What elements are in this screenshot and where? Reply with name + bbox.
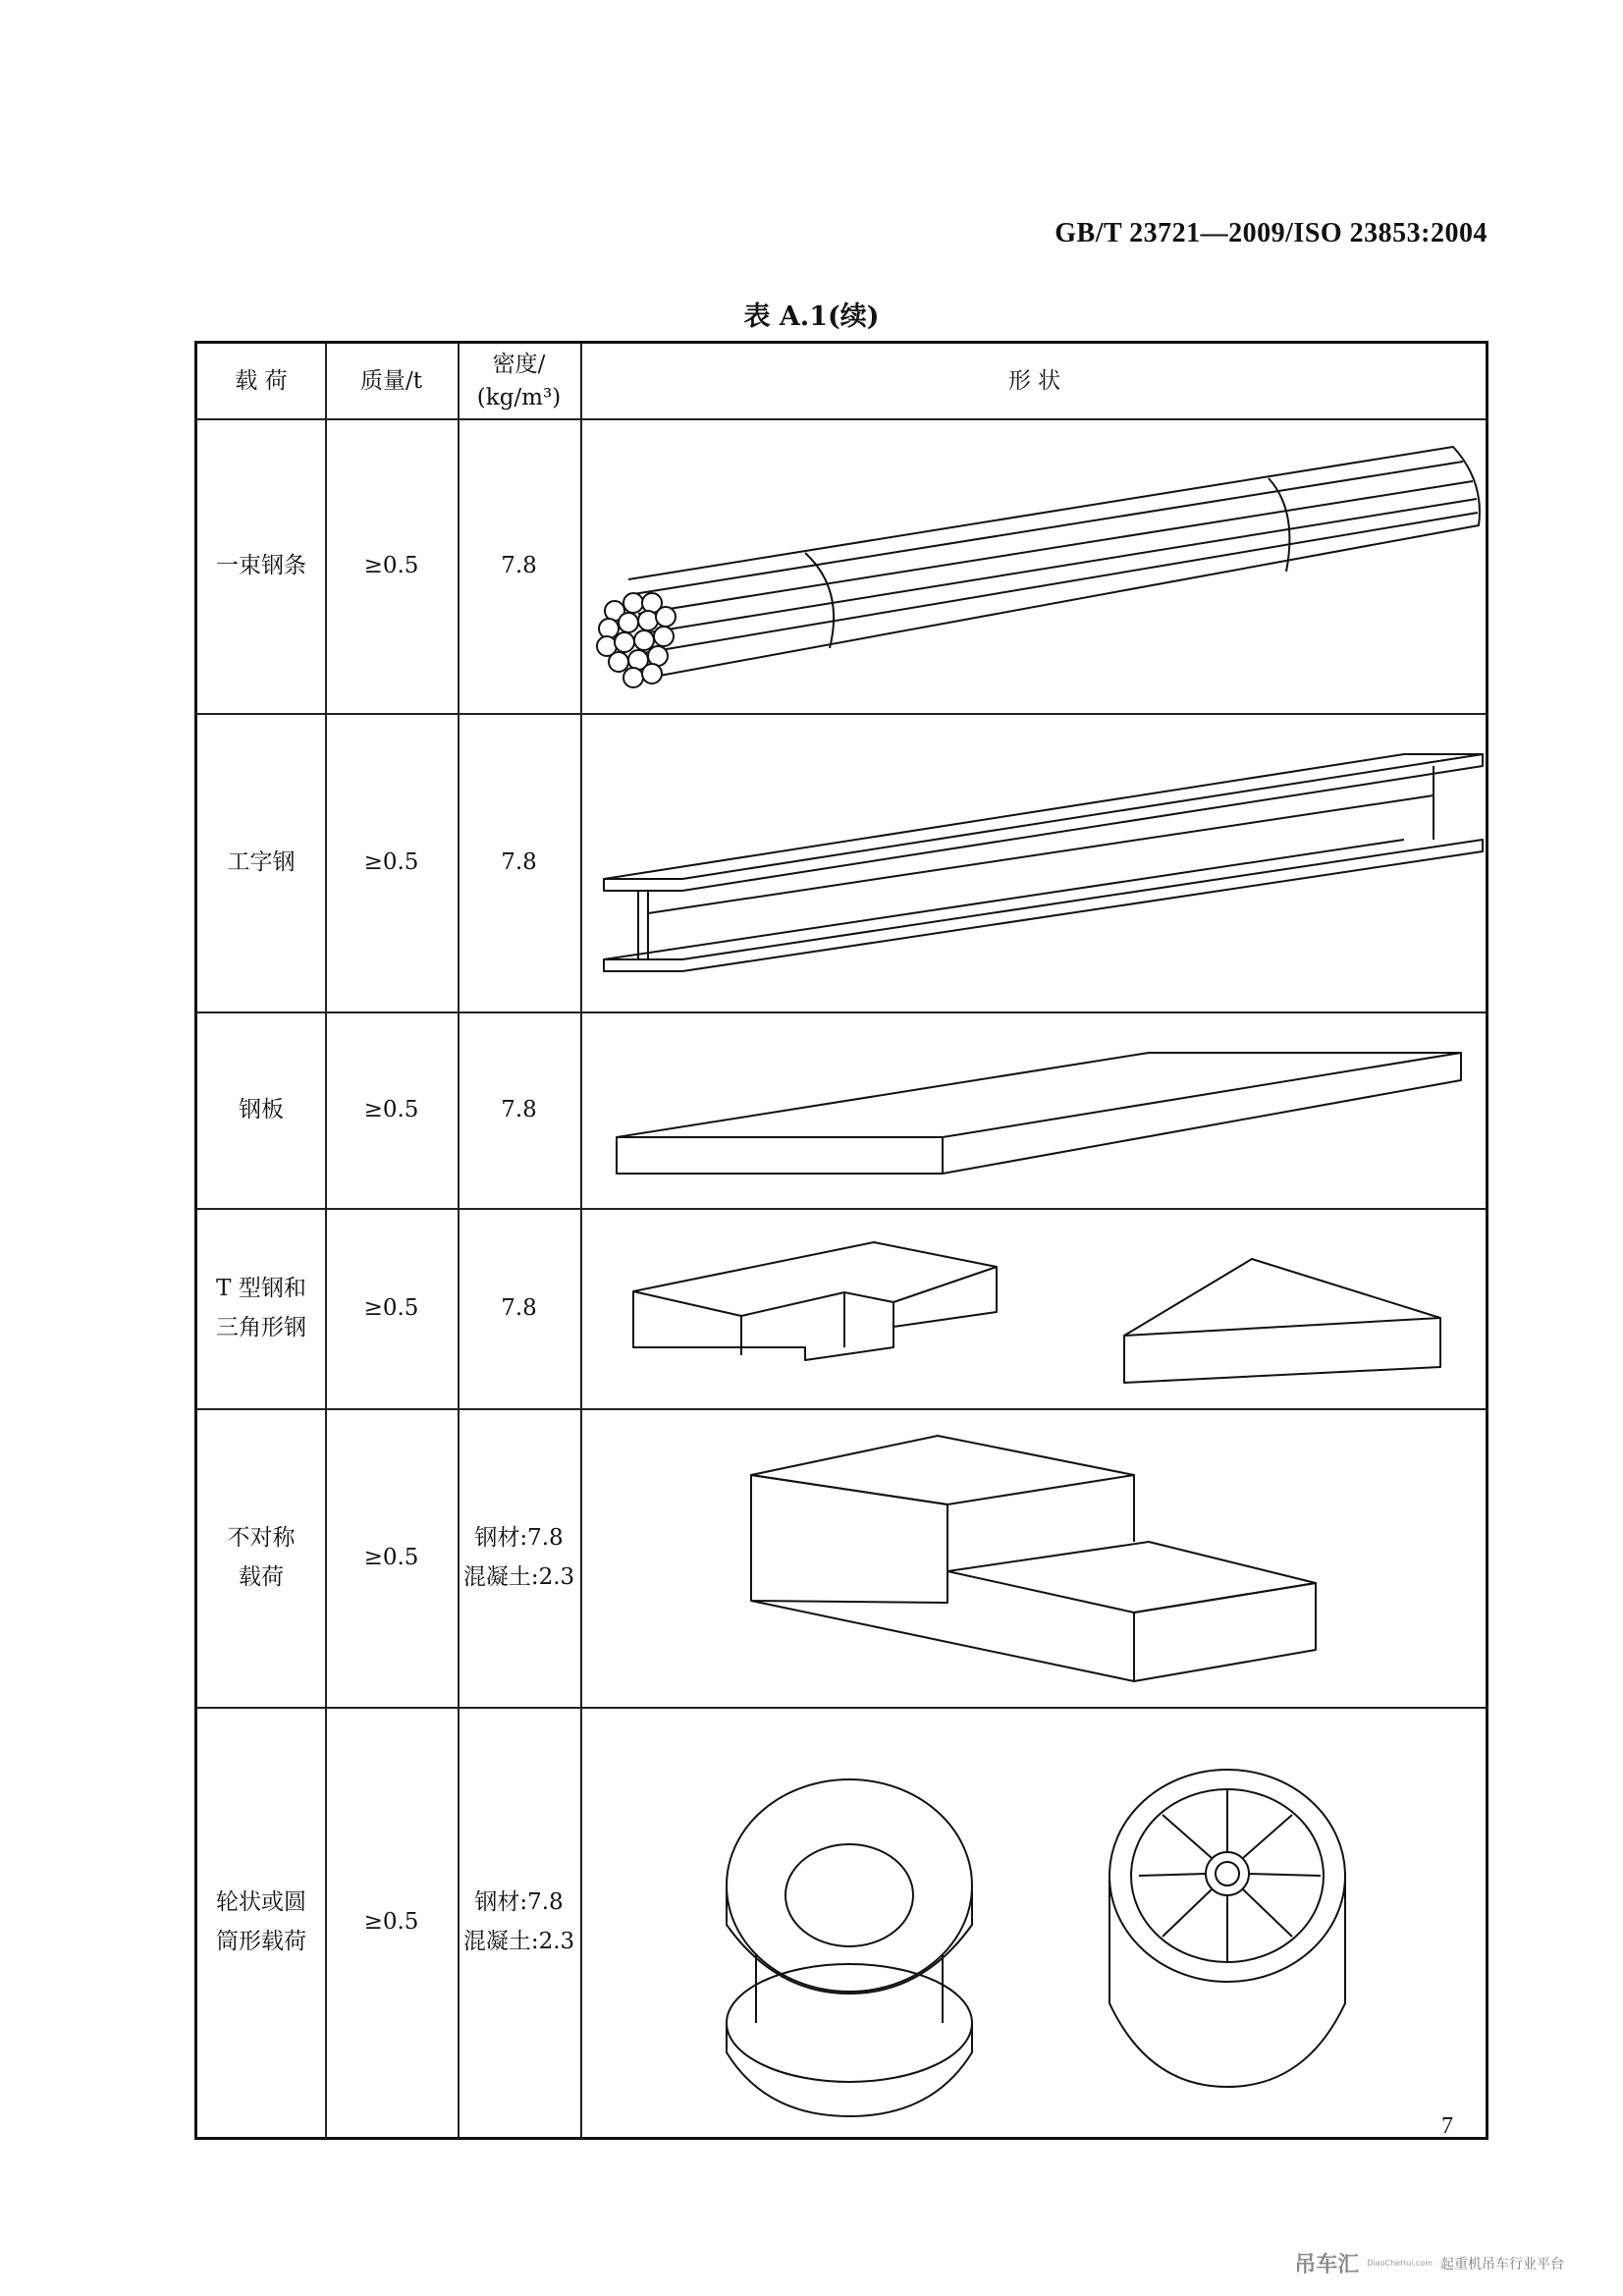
header-density-line1: 密度/ bbox=[492, 352, 546, 377]
row3-mass: ≥0.5 bbox=[363, 1097, 419, 1122]
row2-mass: ≥0.5 bbox=[363, 849, 419, 875]
steel-plate-icon bbox=[617, 1053, 1461, 1174]
header-density-line2: (kg/m³) bbox=[476, 385, 562, 410]
header-shape: 形 状 bbox=[1007, 368, 1061, 394]
row6-mass: ≥0.5 bbox=[363, 1909, 419, 1935]
watermark-site: DiaoCheHui.com bbox=[1367, 2259, 1433, 2268]
row5-load-line2: 载荷 bbox=[239, 1564, 284, 1590]
row6-load-line2: 筒形载荷 bbox=[216, 1929, 306, 1954]
row4-load-line2: 三角形钢 bbox=[216, 1315, 306, 1340]
row5-mass: ≥0.5 bbox=[363, 1545, 419, 1570]
row6-density-line2: 混凝土:2.3 bbox=[462, 1929, 575, 1954]
row6-density-line1: 钢材:7.8 bbox=[474, 1889, 564, 1915]
wheel-cylinder-load-icon bbox=[727, 1770, 1345, 2116]
page-number: 7 bbox=[1441, 2113, 1453, 2139]
header-load: 载 荷 bbox=[235, 368, 288, 394]
header-mass: 质量/t bbox=[360, 368, 422, 394]
bundle-of-bars-icon bbox=[597, 447, 1480, 687]
watermark-logo: 吊车汇 bbox=[1294, 2253, 1360, 2277]
row5-load-line1: 不对称 bbox=[227, 1525, 296, 1551]
watermark bbox=[1294, 2248, 1564, 2278]
row4-load-line1: T 型钢和 bbox=[216, 1276, 306, 1301]
row1-load: 一束钢条 bbox=[216, 553, 306, 578]
watermark-slogan: 起重机吊车行业平台 bbox=[1440, 2256, 1564, 2272]
asymmetric-load-icon bbox=[751, 1436, 1316, 1681]
row4-density: 7.8 bbox=[501, 1295, 537, 1321]
row5-density-line1: 钢材:7.8 bbox=[474, 1525, 564, 1551]
row5-density-line2: 混凝土:2.3 bbox=[462, 1564, 575, 1590]
row2-load: 工字钢 bbox=[227, 849, 296, 875]
row4-mass: ≥0.5 bbox=[363, 1295, 419, 1321]
t-and-triangle-steel-icon bbox=[633, 1242, 1440, 1383]
standard-code: GB/T 23721—2009/ISO 23853:2004 bbox=[1055, 218, 1488, 248]
row6-load-line1: 轮状或圆 bbox=[216, 1889, 306, 1915]
table-caption: 表 A.1(续) bbox=[743, 301, 880, 332]
row1-density: 7.8 bbox=[501, 553, 537, 578]
row3-density: 7.8 bbox=[501, 1097, 537, 1122]
row3-load: 钢板 bbox=[239, 1097, 284, 1122]
row1-mass: ≥0.5 bbox=[363, 553, 419, 578]
i-beam-icon bbox=[604, 754, 1483, 971]
row2-density: 7.8 bbox=[501, 849, 537, 875]
watermark-text-group bbox=[1367, 2259, 1433, 2268]
